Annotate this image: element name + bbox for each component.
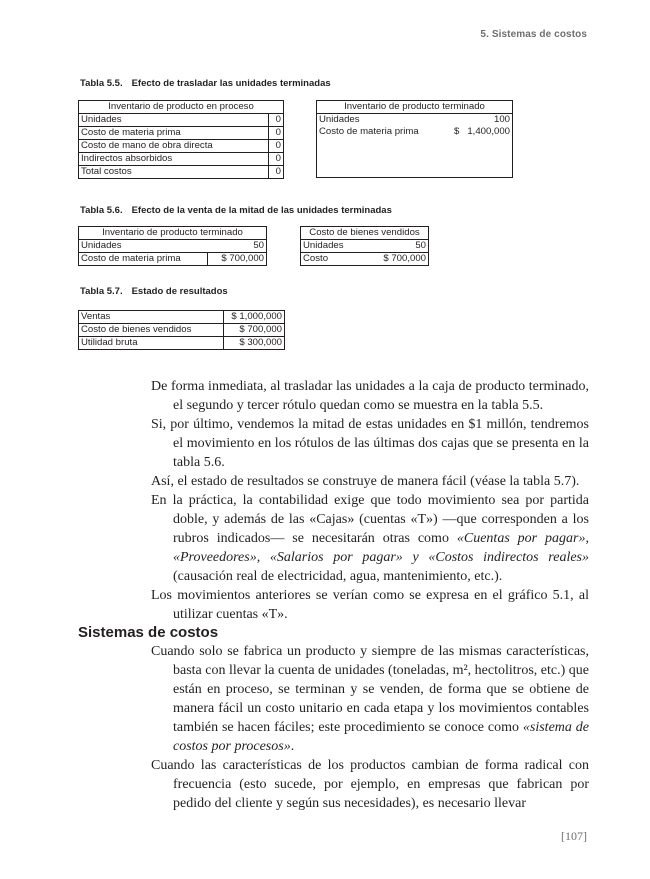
row-label: Unidades [301,240,364,253]
paragraph: De forma inmediata, al trasladar las unidades a la caja de producto terminado, el segundo y tercer rótulo quedan como se muestra en la tabla 5.5. [151,379,589,413]
row-value: 0 [269,166,284,179]
body-text [151,377,589,624]
table-row [79,114,284,127]
table-5-5-caption [80,78,331,89]
table-row [79,337,285,350]
table-5-5-number: Tabla 5.5. [80,78,123,89]
row-value: 0 [269,140,284,153]
table-row [79,153,284,166]
row-value: 50 [363,240,429,253]
table-row [79,240,267,253]
row-value: $ 1,000,000 [224,311,285,324]
table-row [301,240,429,253]
table-5-6-number: Tabla 5.6. [80,205,123,216]
row-value: 0 [269,114,284,127]
table-row [301,253,429,266]
table-row [79,127,284,140]
row-label: Ventas [79,311,224,324]
section-title: Sistemas de costos [78,624,219,641]
table-5-7-caption [80,286,228,297]
table-row [317,114,513,127]
row-value: 100 [440,114,512,127]
row-label: Costo de materia prima [79,253,208,266]
row-value: $ 700,000 [224,324,285,337]
paragraph: Si, por último, vendemos la mitad de estas unidades en $1 millón, tendremos el movimiento en los rótulos de las últimas dos cajas que se presenta en la tabla 5.6. [151,417,589,470]
row-value: $ 700,000 [208,253,267,266]
row-label: Utilidad bruta [79,337,224,350]
cost-of-goods-sold-heading: Costo de bienes vendidos [301,227,429,240]
italic-span: «sistema de costos por procesos» [173,720,589,754]
row-label: Total costos [79,166,269,179]
running-header: 5. Sistemas de costos [480,29,587,40]
row-value: $ 1,400,000 [440,126,512,138]
row-label: Unidades [79,240,208,253]
row-label: Costo de materia prima [79,127,269,140]
table-row [79,253,267,266]
paragraph [151,491,589,586]
row-value: 0 [269,153,284,166]
page-number: [107] [561,829,587,843]
finished-inventory-table [316,100,513,178]
paragraph [151,642,589,756]
row-label: Unidades [79,114,269,127]
table-row [317,126,513,138]
table-row [79,140,284,153]
row-label: Costo de materia prima [317,126,441,138]
table-5-7-number: Tabla 5.7. [80,286,123,297]
text-span: . [290,739,295,754]
finished-inventory-after-sale-heading: Inventario de producto terminado [79,227,267,240]
finished-inventory-after-sale-table [78,226,267,266]
text-span: (causación real de electricidad, agua, mantenimiento, etc.). [173,569,503,584]
table-5-6-title: Efecto de la venta de la mitad de las unidades terminadas [131,205,392,216]
text-span: En la práctica, la contabilidad exige que todo movimiento sea por partida doble, y además de las «Cajas» (cuentas «T») —que corresponden a los rubros indicados— se necesitarán otras como [151,493,589,546]
row-label: Costo [301,253,364,266]
row-value: $ 300,000 [224,337,285,350]
table-row [79,311,285,324]
paragraph: Los movimientos anteriores se verían como se expresa en el gráfico 5.1, al utilizar cuentas «T». [151,588,589,622]
row-label: Costo de mano de obra directa [79,140,269,153]
table-5-6-caption [80,205,392,216]
paragraph: Cuando las características de los productos cambian de forma radical con frecuencia (esto sucede, por ejemplo, en empresas que fabrican por pedido del cliente y según sus necesidades), es necesario llevar [151,758,589,811]
section-body-text [151,642,589,813]
text-span: Cuando solo se fabrica un producto y siempre de las mismas características, basta con llevar la cuenta de unidades (toneladas, m², hectolitros, etc.) que están en proceso, se terminan y se venden, de forma que se obtiene de manera fácil un costo unitario en cada etapa y los movimientos contables también se hacen fáciles; este procedimiento se conoce como [151,644,589,735]
paragraph: Así, el estado de resultados se construye de manera fácil (véase la tabla 5.7). [151,474,580,489]
cost-of-goods-sold-table [300,226,429,266]
row-value: 0 [269,127,284,140]
table-row [79,324,285,337]
empty-area [317,138,513,178]
row-value: 50 [208,240,267,253]
italic-span: «Cuentas por pagar», «Proveedores», «Salarios por pagar» y «Costos indirectos reales» [173,531,589,565]
finished-inventory-heading: Inventario de producto terminado [317,101,513,114]
row-value: $ 700,000 [363,253,429,266]
table-row [79,166,284,179]
row-label: Indirectos absorbidos [79,153,269,166]
wip-inventory-heading: Inventario de producto en proceso [79,101,284,114]
wip-inventory-table [78,100,284,179]
row-label: Unidades [317,114,441,127]
row-label: Costo de bienes vendidos [79,324,224,337]
table-5-7-title: Estado de resultados [131,286,228,297]
table-5-5-title: Efecto de trasladar las unidades terminadas [131,78,331,89]
income-statement-table [78,310,285,350]
